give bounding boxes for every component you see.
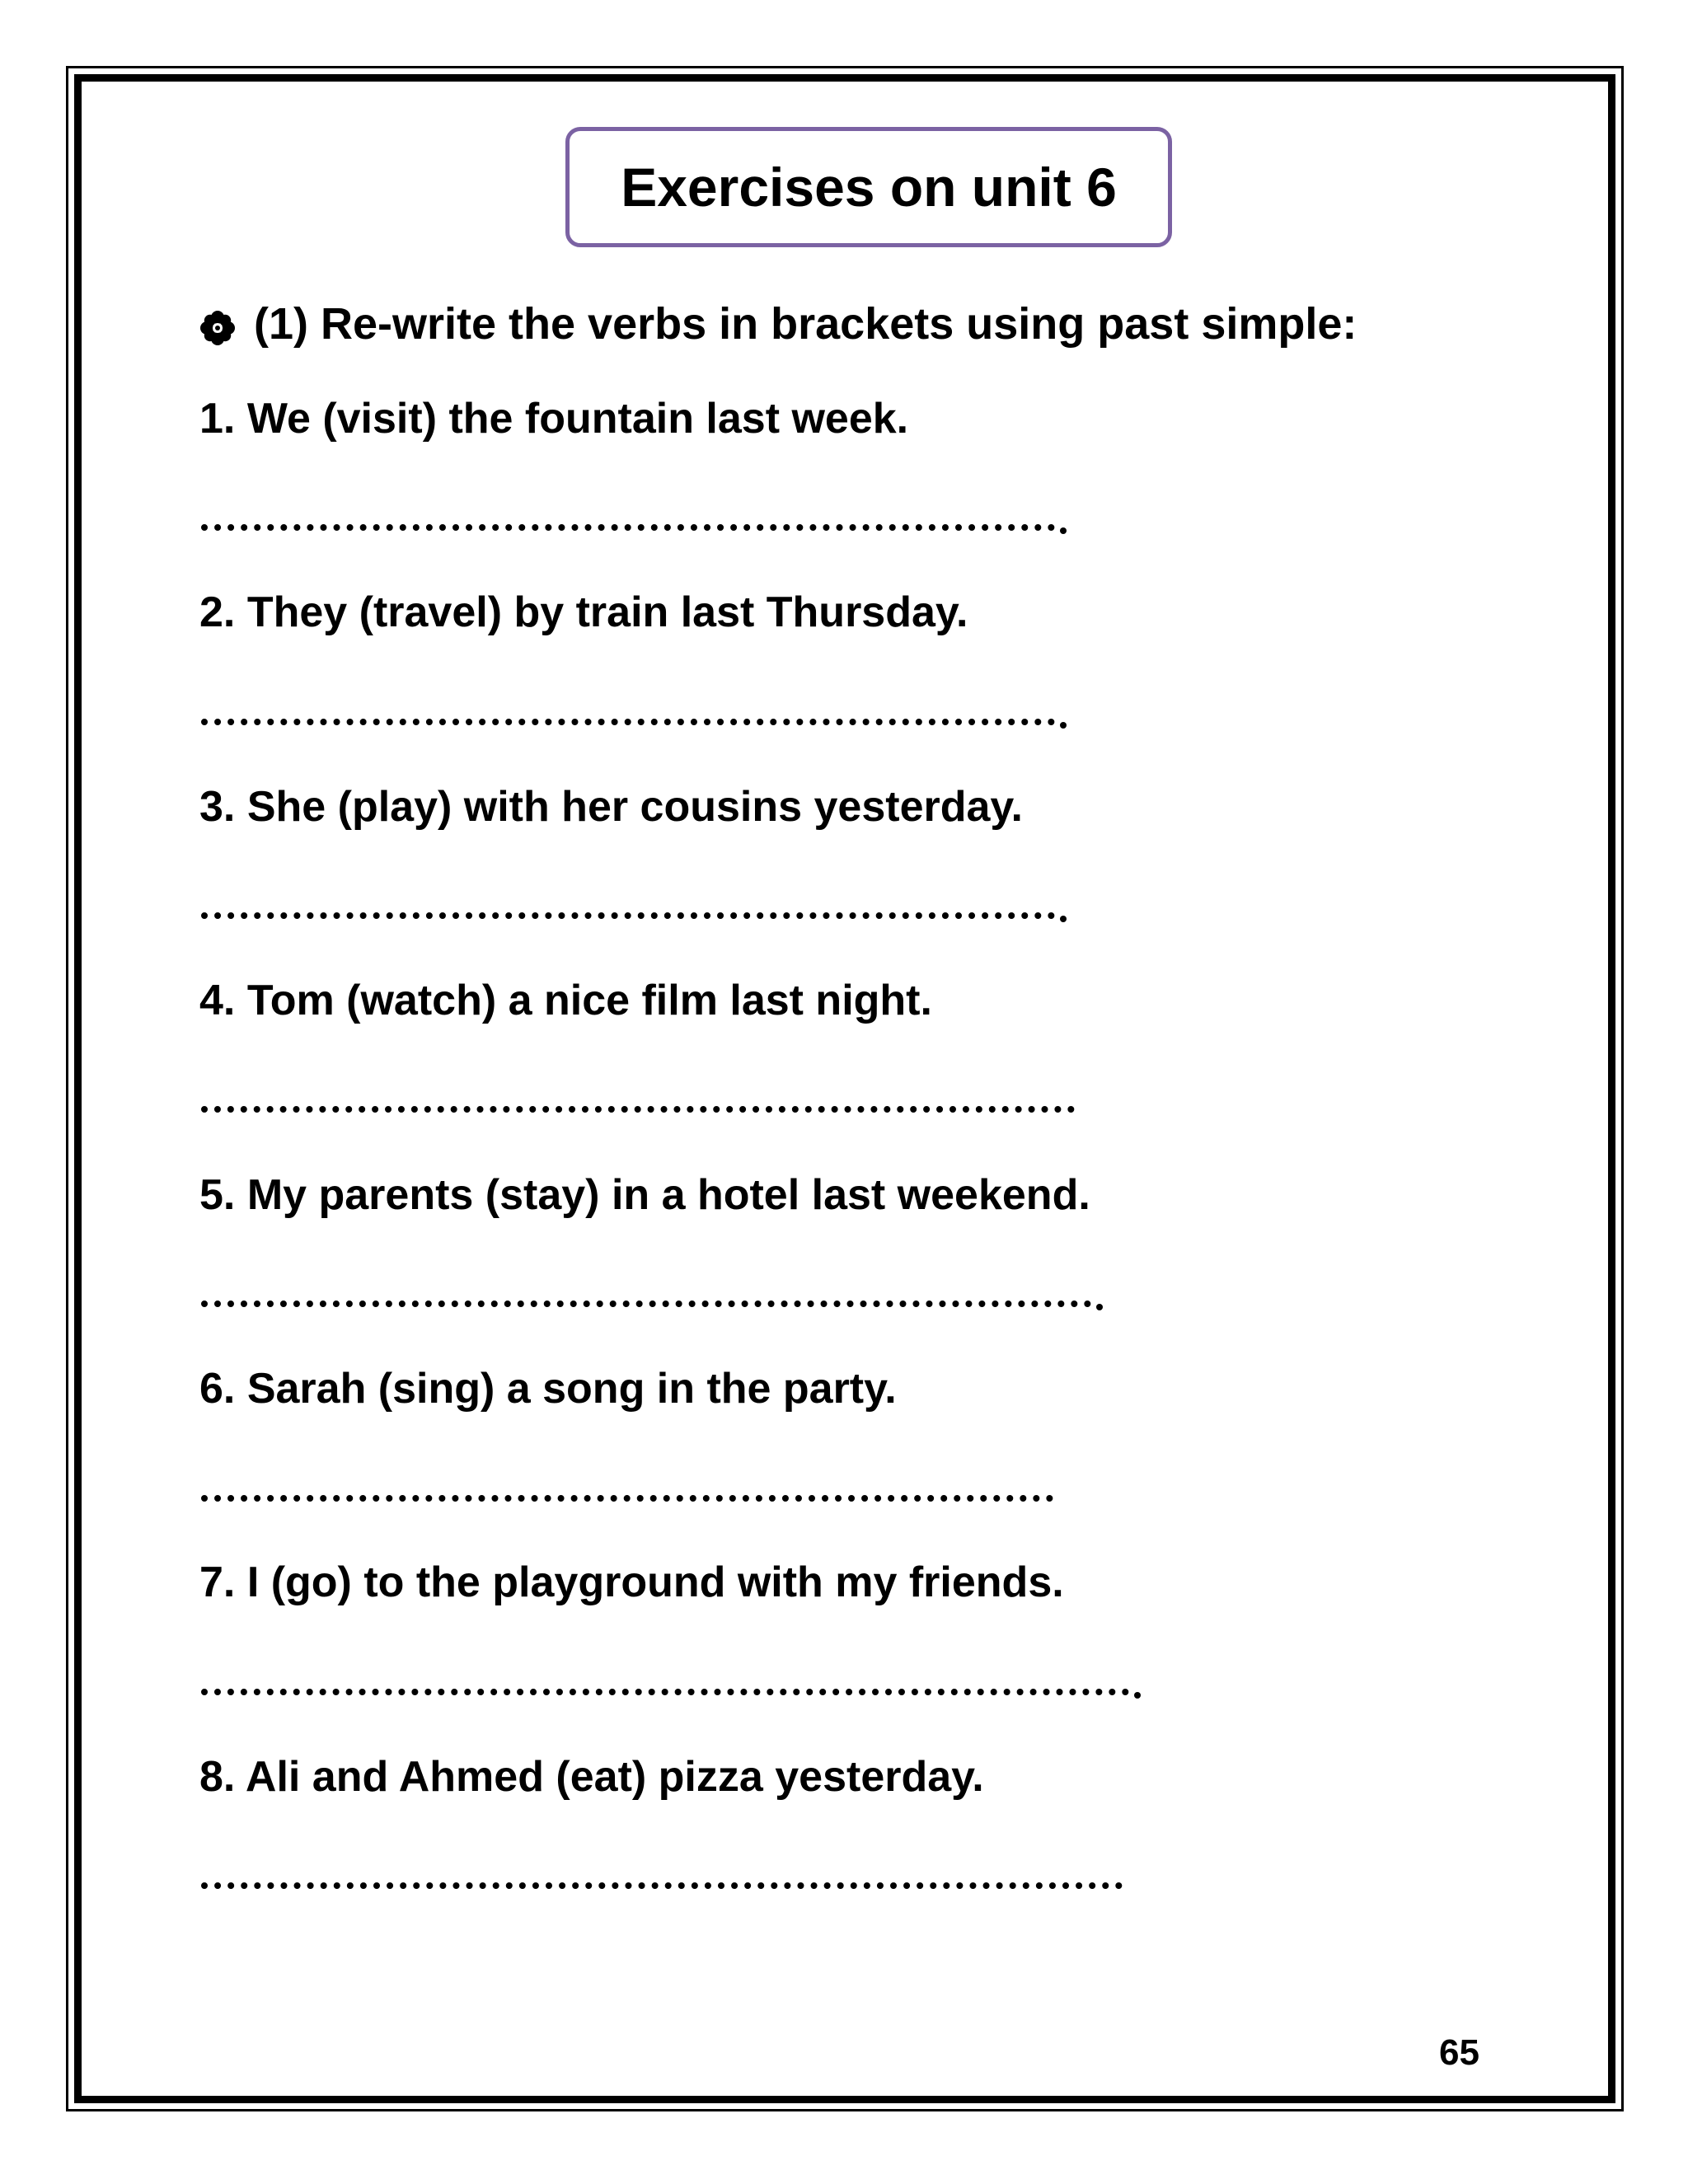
flower-icon [199, 306, 236, 342]
answer-line-4[interactable] [201, 1106, 1075, 1113]
answer-line-7[interactable] [201, 1689, 1129, 1695]
instruction-text: (1) Re-write the verbs in brackets using past simple: [254, 299, 1357, 349]
question-4: 4. Tom (watch) a nice film last night. [199, 977, 932, 1024]
answer-line-8[interactable] [201, 1882, 1123, 1889]
question-3: 3. She (play) with her cousins yesterday. [199, 783, 1023, 831]
answer-line-2[interactable] [201, 719, 1055, 725]
answer-end-dot [1096, 1304, 1103, 1310]
instruction [199, 298, 1357, 349]
question-8: 8. Ali and Ahmed (eat) pizza yesterday. [199, 1753, 984, 1801]
question-1: 1. We (visit) the fountain last week. [199, 395, 909, 443]
question-2: 2. They (travel) by train last Thursday. [199, 588, 968, 636]
answer-end-dot [1060, 916, 1067, 922]
answer-end-dot [1134, 1692, 1141, 1699]
question-7: 7. I (go) to the playground with my friends. [199, 1558, 1064, 1606]
answer-end-dot [1060, 722, 1067, 729]
answer-end-dot [1060, 527, 1067, 534]
answer-line-1[interactable] [201, 524, 1055, 531]
title-box [565, 127, 1172, 247]
question-5: 5. My parents (stay) in a hotel last weekend. [199, 1171, 1090, 1219]
answer-line-5[interactable] [201, 1301, 1091, 1307]
answer-line-6[interactable] [201, 1495, 1053, 1502]
page-number: 65 [1439, 2032, 1479, 2073]
page-title: Exercises on unit 6 [621, 157, 1117, 218]
question-6: 6. Sarah (sing) a song in the party. [199, 1365, 897, 1413]
answer-line-3[interactable] [201, 912, 1055, 919]
